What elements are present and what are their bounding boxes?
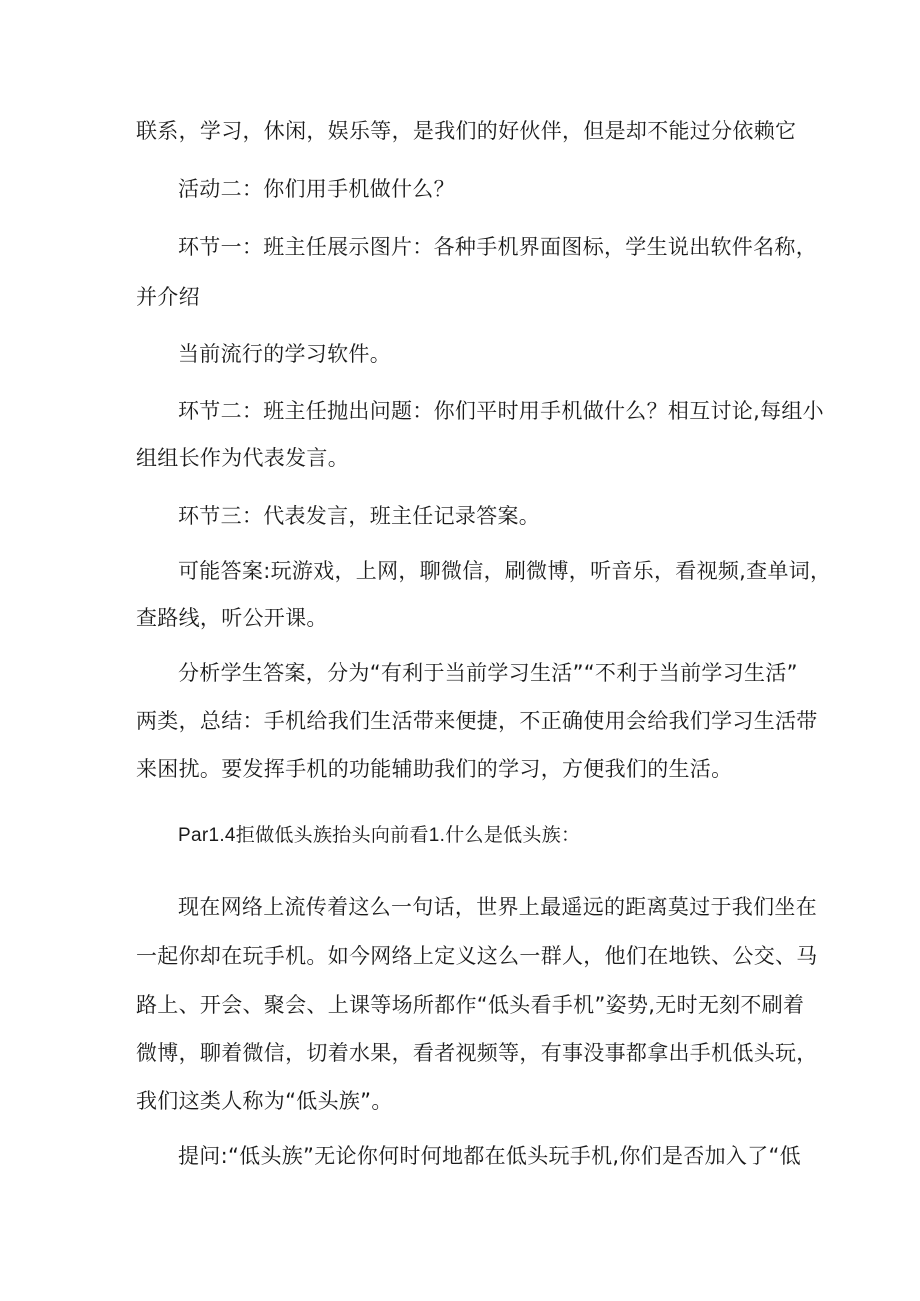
text-line: 两类，总结：手机给我们生活带来便捷，不正确使用会给我们学习生活带	[136, 709, 818, 733]
text-line: 路上、开会、聚会、上课等场所都作“低头看手机”姿势,无时无刻不刷着	[136, 993, 805, 1017]
text-line: 提问:“低头族”无论你何时何地都在低头玩手机,你们是否加入了“低	[178, 1144, 801, 1168]
text-line: 环节一：班主任展示图片：各种手机界面图标，学生说出软件名称，	[178, 235, 817, 259]
heading-activity-two: 活动二：你们用手机做什么？	[178, 177, 455, 201]
text-line: 我们这类人称为“低头族”。	[136, 1089, 393, 1113]
text-line: 分析学生答案，分为“有利于当前学习生活”“不利于当前学习生活”	[178, 661, 798, 685]
text-line: 并介绍	[136, 285, 200, 309]
section-heading: Par1.4拒做低头族抬头向前看1.什么是低头族：	[178, 825, 581, 846]
text-line: 一起你却在玩手机。如今网络上定义这么一群人，他们在地铁、公交、马	[136, 944, 818, 968]
text-line: 可能答案:玩游戏，上网，聊微信，刷微博，听音乐，看视频,查单词，	[178, 559, 832, 583]
text-line: 环节三：代表发言，班主任记录答案。	[178, 504, 541, 528]
text-line: 现在网络上流传着这么一句话，世界上最遥远的距离莫过于我们坐在	[178, 895, 817, 919]
text-line: 联系，学习，休闲，娱乐等，是我们的好伙伴，但是却不能过分依赖它	[136, 119, 797, 143]
text-line: 查路线，听公开课。	[136, 606, 328, 630]
text-line: 环节二：班主任抛出问题：你们平时用手机做什么？相互讨论,每组小	[178, 399, 824, 423]
text-line: 来困扰。要发挥手机的功能辅助我们的学习，方便我们的生活。	[136, 757, 733, 781]
text-line: 当前流行的学习软件。	[178, 342, 391, 366]
text-line: 组组长作为代表发言。	[136, 446, 349, 470]
text-line: 微博，聊着微信，切着水果，看者视频等，有事没事都拿出手机低头玩，	[136, 1041, 818, 1065]
